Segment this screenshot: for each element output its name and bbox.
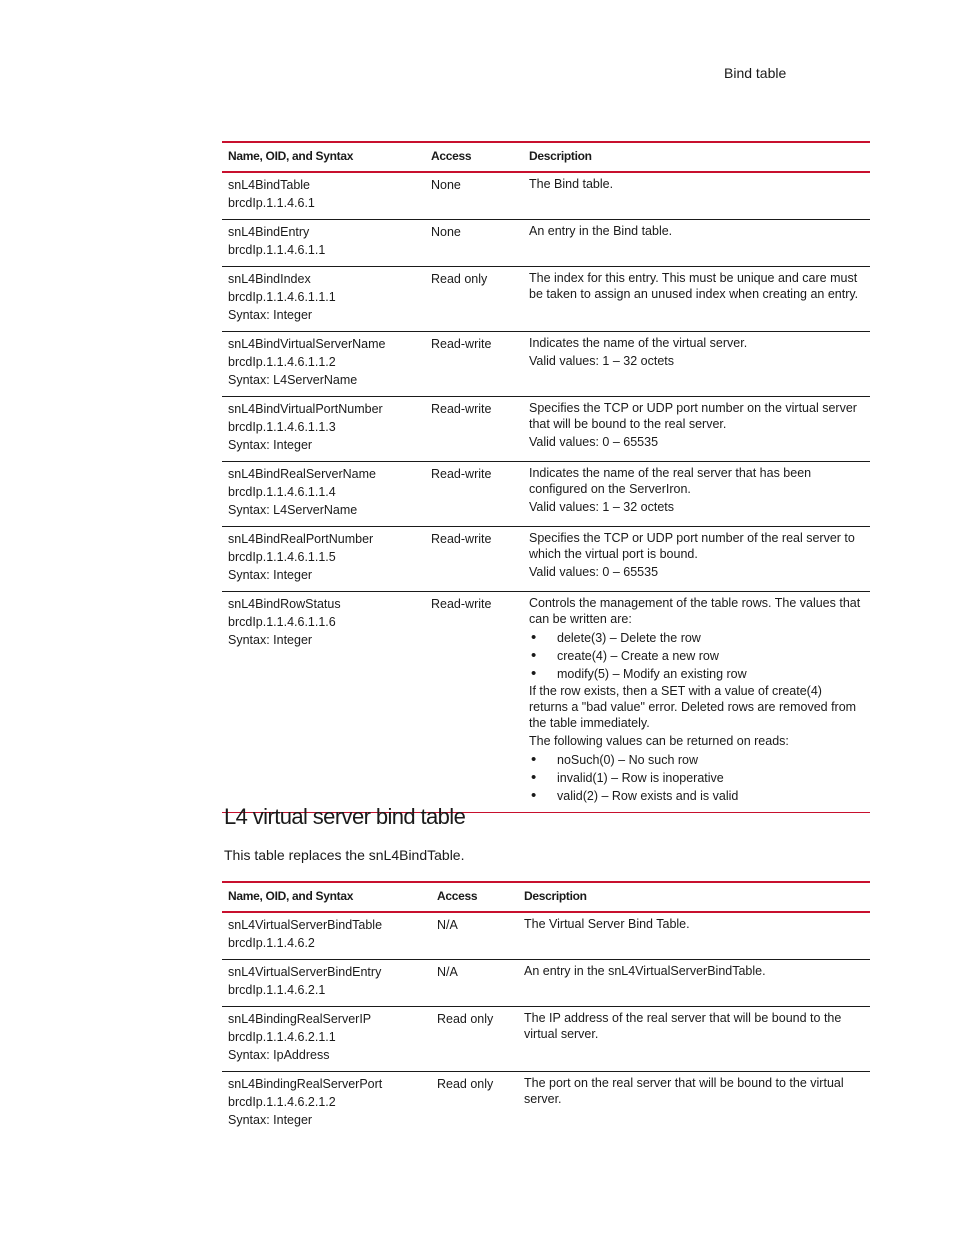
column-header-description: Description — [529, 149, 592, 163]
object-syntax: Syntax: Integer — [228, 438, 313, 452]
table-row — [222, 220, 870, 267]
object-name: snL4VirtualServerBindTable — [228, 918, 383, 932]
table-row — [222, 1007, 870, 1072]
object-name: snL4BindRealServerName — [228, 467, 376, 481]
object-name: snL4BindEntry — [228, 225, 310, 239]
oid-cell — [222, 912, 431, 960]
column-header-access: Access — [437, 889, 478, 903]
object-oid: brcdIp.1.1.4.6.1.1 — [228, 243, 326, 257]
object-oid: brcdIp.1.1.4.6.1.1.1 — [228, 290, 336, 304]
object-name: snL4BindIndex — [228, 272, 311, 286]
oid-cell — [222, 220, 425, 267]
description-text: The port on the real server that will be bound to the virtual server. — [524, 1076, 844, 1106]
oid-cell — [222, 462, 425, 527]
table-row — [222, 332, 870, 397]
oid-cell — [222, 172, 425, 220]
description-cell — [523, 527, 870, 592]
object-name: snL4BindTable — [228, 178, 311, 192]
description-cell — [518, 912, 870, 960]
access-cell: Read only — [437, 1077, 494, 1091]
description-text: The following values can be returned on reads: — [529, 734, 789, 748]
object-oid: brcdIp.1.1.4.6.1.1.6 — [228, 615, 336, 629]
section-heading: L4 virtual server bind table — [224, 804, 466, 829]
table-row — [222, 172, 870, 220]
object-oid: brcdIp.1.1.4.6.2 — [228, 936, 315, 950]
oid-cell — [222, 592, 425, 813]
valid-values: Valid values: 1 – 32 octets — [529, 500, 674, 514]
table-row — [222, 912, 870, 960]
table-row — [222, 1072, 870, 1137]
running-header: Bind table — [724, 65, 787, 81]
table-row — [222, 527, 870, 592]
description-cell — [523, 332, 870, 397]
column-header-name: Name, OID, and Syntax — [228, 889, 354, 903]
object-oid: brcdIp.1.1.4.6.2.1.2 — [228, 1095, 336, 1109]
table-row — [222, 960, 870, 1007]
valid-values: Valid values: 1 – 32 octets — [529, 354, 674, 368]
object-syntax: Syntax: Integer — [228, 1113, 313, 1127]
object-oid: brcdIp.1.1.4.6.2.1 — [228, 983, 326, 997]
object-name: snL4VirtualServerBindEntry — [228, 965, 382, 979]
description-cell — [523, 220, 870, 267]
access-cell: Read-write — [431, 467, 492, 481]
valid-values: Valid values: 0 – 65535 — [529, 435, 659, 449]
object-oid: brcdIp.1.1.4.6.1.1.4 — [228, 485, 336, 499]
description-cell — [523, 462, 870, 527]
list-item: • delete(3) – Delete the row — [529, 629, 864, 647]
read-values-list — [529, 751, 864, 805]
access-cell: None — [431, 225, 461, 239]
object-syntax: Syntax: L4ServerName — [228, 373, 358, 387]
valid-values: Valid values: 0 – 65535 — [529, 565, 659, 579]
oid-cell — [222, 960, 431, 1007]
oid-cell — [222, 1072, 431, 1137]
description-cell — [518, 1072, 870, 1137]
oid-cell — [222, 267, 425, 332]
table-header-row — [222, 142, 870, 172]
bind-table — [222, 141, 870, 813]
object-name: snL4BindRowStatus — [228, 597, 341, 611]
object-oid: brcdIp.1.1.4.6.2.1.1 — [228, 1030, 336, 1044]
object-name: snL4BindingRealServerIP — [228, 1012, 372, 1026]
description-text: Indicates the name of the virtual server. — [529, 336, 748, 350]
oid-cell — [222, 397, 425, 462]
description-text: Indicates the name of the real server that has been configured on the ServerIron. — [529, 466, 812, 496]
object-name: snL4BindVirtualPortNumber — [228, 402, 383, 416]
list-item: • modify(5) – Modify an existing row — [529, 665, 864, 683]
list-item: • invalid(1) – Row is inoperative — [529, 769, 864, 787]
description-cell — [523, 267, 870, 332]
table-header-row — [222, 882, 870, 912]
table-row — [222, 462, 870, 527]
access-cell: Read only — [437, 1012, 494, 1026]
list-item: • create(4) – Create a new row — [529, 647, 864, 665]
access-cell: Read-write — [431, 402, 492, 416]
description-text: The IP address of the real server that will be bound to the virtual server. — [524, 1011, 842, 1041]
access-cell: N/A — [437, 918, 458, 932]
object-syntax: Syntax: IpAddress — [228, 1048, 330, 1062]
object-syntax: Syntax: Integer — [228, 568, 313, 582]
access-cell: None — [431, 178, 461, 192]
access-cell: Read-write — [431, 532, 492, 546]
description-cell — [518, 1007, 870, 1072]
description-text: An entry in the snL4VirtualServerBindTable. — [524, 964, 766, 978]
description-cell — [523, 172, 870, 220]
description-cell — [518, 960, 870, 1007]
table-row — [222, 267, 870, 332]
object-name: snL4BindVirtualServerName — [228, 337, 386, 351]
object-syntax: Syntax: L4ServerName — [228, 503, 358, 517]
description-cell — [523, 397, 870, 462]
access-cell: Read only — [431, 272, 488, 286]
description-cell — [523, 592, 870, 813]
column-header-name: Name, OID, and Syntax — [228, 149, 354, 163]
object-oid: brcdIp.1.1.4.6.1.1.5 — [228, 550, 336, 564]
list-item: • noSuch(0) – No such row — [529, 751, 864, 769]
section-intro: This table replaces the snL4BindTable. — [224, 847, 465, 863]
object-syntax: Syntax: Integer — [228, 633, 313, 647]
access-cell: Read-write — [431, 597, 492, 611]
access-cell: N/A — [437, 965, 458, 979]
object-oid: brcdIp.1.1.4.6.1 — [228, 196, 315, 210]
description-text: An entry in the Bind table. — [529, 224, 673, 238]
description-text: The Bind table. — [529, 177, 614, 191]
table-row — [222, 397, 870, 462]
oid-cell — [222, 527, 425, 592]
object-name: snL4BindRealPortNumber — [228, 532, 374, 546]
object-oid: brcdIp.1.1.4.6.1.1.3 — [228, 420, 336, 434]
oid-cell — [222, 1007, 431, 1072]
column-header-description: Description — [524, 889, 587, 903]
object-syntax: Syntax: Integer — [228, 308, 313, 322]
list-item: • valid(2) – Row exists and is valid — [529, 787, 864, 805]
virtual-server-bind-table — [222, 881, 870, 1136]
column-header-access: Access — [431, 149, 472, 163]
description-text: Specifies the TCP or UDP port number on the virtual server that will be bound to the real server. — [529, 401, 857, 431]
description-text: The index for this entry. This must be unique and care must be taken to assign an unused index when creating an entry. — [529, 271, 859, 301]
object-oid: brcdIp.1.1.4.6.1.1.2 — [228, 355, 336, 369]
description-text: The Virtual Server Bind Table. — [524, 917, 690, 931]
table-row — [222, 592, 870, 813]
description-text: Controls the management of the table rows. The values that can be written are: — [529, 596, 861, 626]
description-text: If the row exists, then a SET with a value of create(4) returns a "bad value" error. Deleted rows are removed from the table immediately. — [529, 684, 857, 730]
access-cell: Read-write — [431, 337, 492, 351]
oid-cell — [222, 332, 425, 397]
description-text: Specifies the TCP or UDP port number of the real server to which the virtual port is bound. — [529, 531, 855, 561]
write-values-list — [529, 629, 864, 683]
object-name: snL4BindingRealServerPort — [228, 1077, 383, 1091]
